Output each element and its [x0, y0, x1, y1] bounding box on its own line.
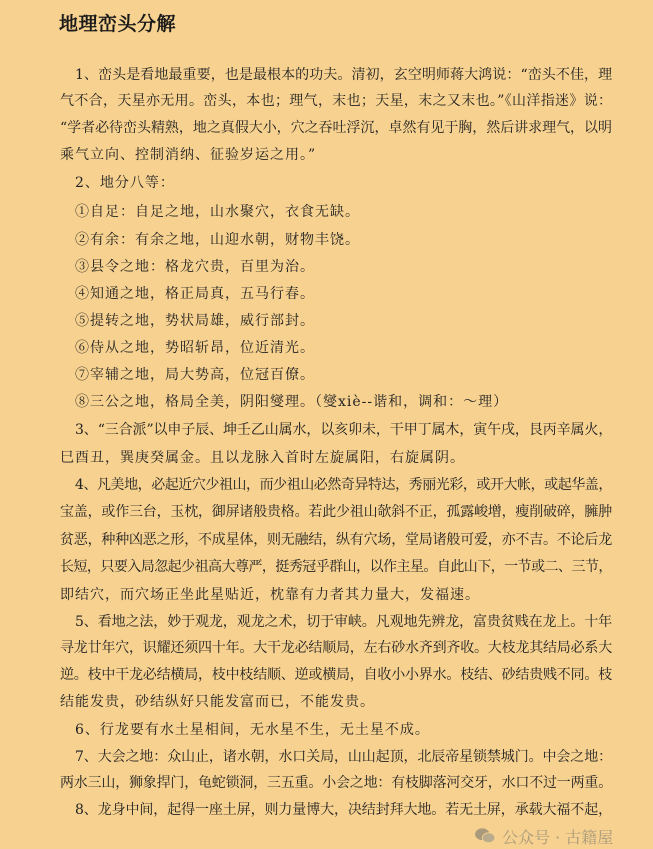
paragraph-4-line: 即结穴，而穴场正坐此星贴近，枕靠有力者其力量大，发福速。 — [60, 587, 480, 603]
paragraph-4-line: 长短，只要入局忽起少祖高大尊严，挺秀冠乎群山，以作主星。自此山下，一节或二、三节， — [60, 559, 612, 575]
list-item: ④知通之地，格正局真，五马行春。 — [75, 286, 315, 302]
paragraph-4-line: 宝盖，或作三台，玉枕，御屏诸般贵格。若此少祖山欹斜不正，孤露峻增，瘦削破碎，臃肿 — [60, 504, 612, 520]
watermark — [474, 826, 613, 846]
list-item: ⑥侍从之地，势昭斩昂，位近清光。 — [75, 340, 315, 356]
paragraph-7-line: 两水三山，狮象捍门，龟蛇锁洞，三五重。小会之地：有枝脚落河交牙，水口不过一两重。 — [60, 775, 612, 791]
list-item: ⑦宰辅之地，局大势高，位冠百僚。 — [75, 367, 315, 383]
paragraph-5-line: 结能发贵，砂结纵好只能发富而已，不能发贵。 — [60, 694, 375, 710]
paragraph-3-line: 巳酉丑，巽庚癸属金。且以龙脉入首时左旋属阳，右旋属阴。 — [60, 450, 465, 466]
watermark-text: 公众号 · 古籍屋 — [502, 827, 614, 847]
paragraph-1-line: “学者必待峦头精熟，地之真假大小，穴之吞吐浮沉，卓然有见于胸，然后讲求理气，以明 — [60, 120, 612, 136]
list-item: ③县令之地：格龙穴贵，百里为治。 — [75, 259, 315, 275]
paragraph-1-line: 1、峦头是看地最重要，也是最根本的功夫。清初，玄空明师蒋大鸿说：“峦头不佳，理 — [75, 67, 613, 83]
document-title: 地理峦头分解 — [59, 13, 177, 35]
list-item: ②有余：有余之地，山迎水朝，财物丰饶。 — [75, 232, 360, 248]
paragraph-5-line: 寻龙廿年穴，识耀还须四十年。大干龙必结顺局，左右砂水齐到齐收。大枝龙其结局必系大 — [60, 640, 612, 656]
paragraph-2-heading: 2、地分八等： — [75, 175, 175, 191]
paragraph-8-line: 8、龙身中间，起得一座土屏，则力量博大，决结封拜大地。若无土屏，承载大福不起， — [75, 802, 613, 818]
paragraph-5-line: 5、看地之法，妙于观龙，观龙之术，切于审峡。凡观地先辨龙，富贵贫贱在龙上。十年 — [75, 614, 613, 630]
paragraph-5-line: 逆。枝中干龙必结横局，枝中枝结顺、逆或横局，自收小小界水。枝结、砂结贵贱不同。枝 — [60, 667, 612, 683]
paragraph-4-line: 4、凡美地，必起近穴少祖山，而少祖山必然奇异特达，秀丽光彩，或开大帐，或起华盖， — [75, 477, 612, 493]
wechat-icon — [474, 827, 496, 845]
list-item: ①自足：自足之地，山水聚穴，衣食无缺。 — [75, 204, 360, 220]
paragraph-4-line: 贫恶，种种凶恶之形，不成星体，则无融结，纵有穴场，堂局诸般可爱，亦不吉。不论后龙 — [60, 532, 612, 548]
paragraph-3-line: 3、“三合派”以申子辰、坤壬乙山属水，以亥卯未，干甲丁属木，寅午戌，艮丙辛属火， — [75, 422, 613, 438]
paragraph-7-line: 7、大会之地：众山止，诸水朝，水口关局，山山起顶，北辰帝星锁禁城门。中会之地： — [75, 749, 613, 765]
list-item: ⑤提转之地，势状局雄，威行部封。 — [75, 313, 315, 329]
paragraph-1-line: 气不合，天星亦无用。峦头，本也；理气，末也；天星，末之又末也。”《山洋指迷》说： — [60, 93, 613, 109]
paragraph-1-line: 乘气立向、控制消纳、征验岁运之用。” — [60, 147, 317, 163]
list-item: ⑧三公之地，格局全美，阴阳燮理。（燮xiè--谐和，调和：～理） — [75, 394, 509, 410]
paragraph-6-line: 6、行龙要有水土星相间，无水星不生，无土星不成。 — [75, 722, 430, 738]
